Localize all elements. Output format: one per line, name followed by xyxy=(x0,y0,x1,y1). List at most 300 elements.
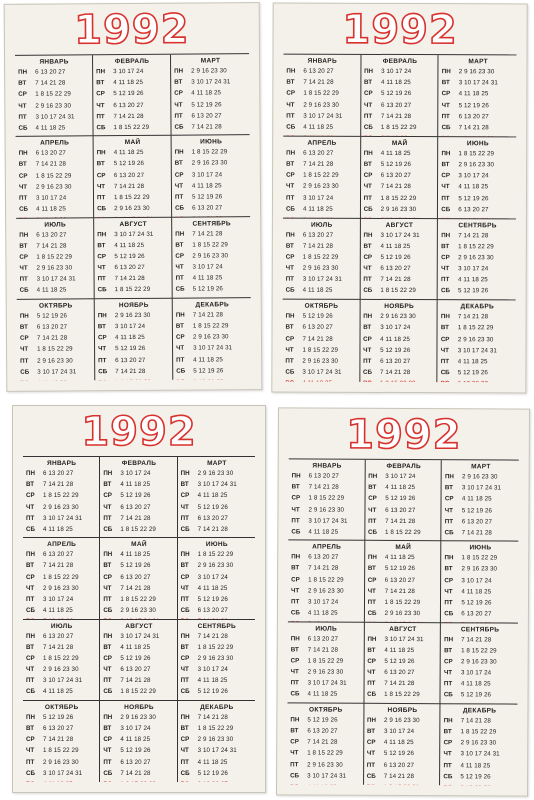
weekday-label: ПН xyxy=(363,313,373,321)
day-numbers: 1 8 15 22 29 xyxy=(35,172,72,180)
day-numbers: 6 13 20 27 xyxy=(120,573,151,581)
weekday-label: ПТ xyxy=(103,677,112,685)
weekday-label: ПТ xyxy=(20,357,29,365)
month-name: АВГУСТ xyxy=(385,221,414,229)
weekday-row xyxy=(26,688,97,699)
weekday-row xyxy=(441,254,514,265)
weekday-label: ПТ xyxy=(26,596,35,603)
weekday-row xyxy=(181,526,253,537)
weekday-row xyxy=(291,587,362,599)
year-title: 1992 xyxy=(74,6,190,54)
day-numbers: 1 8 15 22 29 xyxy=(307,749,343,757)
weekday-row xyxy=(291,565,362,577)
weekday-row xyxy=(363,243,435,254)
weekday-label: ПТ xyxy=(444,599,453,607)
weekday-row xyxy=(176,345,249,357)
day-numbers: 1 8 15 22 29 xyxy=(43,492,79,500)
weekday-label: СБ xyxy=(103,525,113,533)
day-numbers: 7 14 21 28 xyxy=(115,367,146,375)
calendar-card-2 xyxy=(271,3,527,394)
day-numbers: 1 8 15 22 29 xyxy=(114,286,151,294)
weekday-row xyxy=(444,669,516,681)
day-numbers: 5 12 19 26 xyxy=(302,312,333,321)
day-numbers: 6 13 20 27 xyxy=(384,576,416,584)
weekday-row xyxy=(290,783,361,785)
day-numbers: 2 9 16 23 30 xyxy=(197,470,234,477)
weekday-row xyxy=(98,334,170,346)
weekday-row xyxy=(97,264,169,276)
day-numbers: 2 9 16 23 30 xyxy=(384,610,421,618)
month-name: ОКТЯБРЬ xyxy=(44,703,79,711)
weekday-label: ЧТ xyxy=(286,182,295,190)
month-block xyxy=(100,457,177,538)
weekday-row xyxy=(97,230,169,242)
day-numbers: 5 12 19 26 xyxy=(307,716,338,724)
day-numbers xyxy=(380,380,416,382)
weekday-row xyxy=(181,596,253,607)
month-block xyxy=(361,55,439,137)
calendar-card-4 xyxy=(276,407,530,796)
day-numbers: 3 10 17 24 31 xyxy=(457,347,497,355)
day-numbers: 1 8 15 22 29 xyxy=(461,646,497,655)
weekday-row xyxy=(19,242,91,254)
month-block xyxy=(15,55,94,137)
weekday-label: ЧТ xyxy=(368,506,377,514)
weekday-label: ВТ xyxy=(103,643,112,651)
day-numbers: 2 9 16 23 30 xyxy=(307,668,344,676)
weekday-label: ВТ xyxy=(291,483,300,491)
weekday-label: ПТ xyxy=(363,112,373,120)
day-numbers: 2 9 16 23 30 xyxy=(380,205,417,213)
weekday-row xyxy=(363,369,435,380)
weekday-label: ПТ xyxy=(19,275,28,284)
day-numbers: 5 12 19 26 xyxy=(193,367,224,375)
day-numbers: 7 14 21 28 xyxy=(120,677,151,685)
weekday-row xyxy=(290,761,361,773)
weekday-row xyxy=(176,311,249,323)
weekday-row xyxy=(364,79,436,90)
day-numbers: 4 11 18 25 xyxy=(384,554,415,562)
weekday-label: ВТ xyxy=(26,643,35,651)
day-numbers: 5 12 19 26 xyxy=(113,160,145,168)
day-numbers: 3 10 17 24 31 xyxy=(191,78,231,86)
day-numbers: 3 10 17 24 31 xyxy=(43,677,83,685)
month-name: МАЙ xyxy=(124,139,141,147)
day-numbers: 6 13 20 27 xyxy=(120,758,151,766)
weekday-label: ПН xyxy=(286,149,296,157)
day-numbers: 5 12 19 26 xyxy=(461,506,493,515)
weekday-label: ВТ xyxy=(286,78,295,86)
weekday-label: ВТ xyxy=(180,724,189,732)
weekday-row xyxy=(291,506,362,518)
day-numbers: 6 13 20 27 xyxy=(197,514,228,522)
weekday-row xyxy=(444,566,516,578)
weekday-row xyxy=(442,79,515,90)
weekday-label: ПН xyxy=(363,149,373,157)
day-numbers: 1 8 15 22 29 xyxy=(37,345,73,353)
day-numbers: 6 13 20 27 xyxy=(385,506,416,514)
weekday-row xyxy=(364,113,436,124)
weekday-label: ПН xyxy=(290,716,300,724)
day-numbers: 6 13 20 27 xyxy=(43,724,74,732)
weekday-label: ПН xyxy=(441,149,451,157)
weekday-row xyxy=(175,263,248,275)
weekday-row xyxy=(19,172,91,184)
weekday-row xyxy=(175,241,248,253)
day-numbers: 6 13 20 27 xyxy=(120,666,151,674)
day-numbers: 4 11 18 25 xyxy=(120,643,151,651)
weekday-label: СР xyxy=(290,738,299,746)
weekday-row xyxy=(103,714,174,725)
day-numbers: 5 12 19 26 xyxy=(192,285,223,294)
weekday-label: СР xyxy=(18,172,28,180)
weekday-label: ЧТ xyxy=(286,101,295,109)
weekday-label: ВТ xyxy=(180,481,189,489)
weekday-row xyxy=(286,90,358,101)
weekday-label: ВТ xyxy=(444,565,453,573)
day-numbers: 7 14 21 28 xyxy=(35,79,66,87)
day-numbers: 1 8 15 22 29 xyxy=(384,598,421,607)
day-numbers: 2 9 16 23 30 xyxy=(303,101,339,109)
day-numbers: 5 12 19 26 xyxy=(383,750,415,758)
weekday-label: ПН xyxy=(291,472,301,480)
weekday-row xyxy=(181,688,253,699)
weekday-label: ПТ xyxy=(174,193,184,201)
day-numbers xyxy=(458,381,488,383)
weekday-row xyxy=(96,90,168,102)
weekday-row xyxy=(20,368,92,380)
weekday-label: ПТ xyxy=(368,517,377,525)
weekday-row xyxy=(96,68,168,80)
weekday-row xyxy=(103,504,174,515)
day-numbers: 6 13 20 27 xyxy=(384,668,415,677)
weekday-label: СР xyxy=(180,573,190,581)
weekday-row xyxy=(444,692,516,704)
month-name: МАЙ xyxy=(395,544,412,552)
weekday-row xyxy=(20,357,92,369)
day-numbers: 1 8 15 22 29 xyxy=(380,123,417,131)
weekday-row xyxy=(441,243,514,254)
day-numbers: 7 14 21 28 xyxy=(36,242,67,250)
weekday-row xyxy=(286,265,358,276)
weekday-row xyxy=(19,161,91,173)
day-numbers: 2 9 16 23 30 xyxy=(192,333,229,341)
weekday-row xyxy=(96,124,168,136)
weekday-row xyxy=(368,565,439,577)
day-numbers: 6 13 20 27 xyxy=(308,553,339,561)
weekday-row xyxy=(20,276,92,288)
day-numbers: 5 12 19 26 xyxy=(120,562,151,570)
weekday-label: СР xyxy=(19,334,29,342)
weekday-row xyxy=(286,194,358,205)
day-numbers: 2 9 16 23 30 xyxy=(458,254,494,262)
day-numbers: 4 11 18 25 xyxy=(307,609,338,617)
weekday-row xyxy=(363,276,435,287)
weekday-row xyxy=(26,481,97,492)
day-numbers: 3 10 17 24 31 xyxy=(307,772,347,780)
day-numbers: 7 14 21 28 xyxy=(192,229,223,238)
day-numbers: 5 12 19 26 xyxy=(113,90,144,98)
weekday-row xyxy=(181,747,253,758)
day-numbers: 1 8 15 22 29 xyxy=(36,253,73,261)
weekday-label: ЧТ xyxy=(180,747,189,755)
day-numbers: 7 14 21 28 xyxy=(380,112,412,120)
weekday-label: СБ xyxy=(26,525,35,533)
weekday-row xyxy=(98,286,170,298)
day-numbers: 4 11 18 25 xyxy=(380,149,411,157)
weekday-label: СР xyxy=(285,253,295,261)
day-numbers: 2 9 16 23 30 xyxy=(302,264,339,272)
weekday-row xyxy=(176,274,249,286)
weekday-label: ПТ xyxy=(103,514,112,522)
weekday-label: ПТ xyxy=(285,275,294,283)
month-name: МАРТ xyxy=(468,58,488,66)
month-name: АПРЕЛЬ xyxy=(307,139,337,147)
month-block xyxy=(364,704,441,786)
weekday-label: ВТ xyxy=(96,79,105,87)
weekday-row xyxy=(20,287,92,299)
month-name: ЯНВАРЬ xyxy=(47,460,77,467)
weekday-label: ВТ xyxy=(285,242,294,250)
weekday-label: ВТ xyxy=(363,242,372,250)
day-numbers: 3 10 17 24 xyxy=(35,194,67,202)
day-numbers: 5 12 19 26 xyxy=(381,90,412,98)
day-numbers: 3 10 17 24 31 xyxy=(308,517,348,525)
weekday-row xyxy=(444,680,516,692)
day-numbers: 4 11 18 25 xyxy=(461,588,492,596)
weekday-label: ПТ xyxy=(97,275,106,283)
weekday-row xyxy=(292,484,363,496)
weekday-row xyxy=(367,784,438,786)
month-block xyxy=(283,136,361,218)
month-name: ИЮЛЬ xyxy=(310,221,333,229)
weekday-label: ПТ xyxy=(180,596,189,603)
month-block xyxy=(100,538,177,619)
month-block xyxy=(94,136,173,218)
weekday-label: ВТ xyxy=(96,160,105,168)
weekday-label: ЧТ xyxy=(98,345,107,353)
day-numbers: 5 12 19 26 xyxy=(36,312,68,320)
month-name: ФЕВРАЛЬ xyxy=(386,462,421,471)
day-numbers: 3 10 17 24 xyxy=(458,172,489,180)
weekday-label: СР xyxy=(103,736,112,744)
weekday-row xyxy=(441,276,514,287)
weekday-label: ПН xyxy=(175,311,185,319)
day-numbers: 4 11 18 25 xyxy=(35,124,66,132)
weekday-label: СР xyxy=(174,171,184,179)
weekday-row xyxy=(286,68,358,79)
weekday-label: ПТ xyxy=(366,761,376,769)
weekday-label: ПН xyxy=(286,67,296,75)
weekday-row xyxy=(103,666,174,677)
day-numbers: 5 12 19 26 xyxy=(197,769,228,777)
day-numbers: 7 14 21 28 xyxy=(302,335,333,343)
day-numbers: 6 13 20 27 xyxy=(383,761,415,769)
weekday-label: СР xyxy=(363,253,373,261)
weekday-label: СБ xyxy=(286,123,296,131)
weekday-label: ВТ xyxy=(444,646,453,654)
day-numbers: 6 13 20 27 xyxy=(35,68,66,76)
day-numbers: 3 10 17 24 31 xyxy=(302,275,342,284)
day-numbers xyxy=(193,378,223,379)
weekday-row xyxy=(96,113,168,125)
weekday-row xyxy=(368,518,439,530)
month-block xyxy=(93,55,172,137)
weekday-label xyxy=(443,784,460,786)
weekday-row xyxy=(363,324,435,335)
day-numbers: 4 11 18 25 xyxy=(461,495,492,503)
month-block xyxy=(438,300,516,382)
weekday-row xyxy=(19,205,91,217)
weekday-label: ВТ xyxy=(364,79,373,87)
weekday-row xyxy=(368,529,439,541)
weekday-label: ПТ xyxy=(285,357,294,365)
weekday-label: ПТ xyxy=(18,194,28,202)
day-numbers: 2 9 16 23 30 xyxy=(37,356,73,365)
weekday-row xyxy=(445,484,517,496)
month-block xyxy=(364,622,441,704)
weekday-row xyxy=(364,68,436,79)
month-name: ИЮНЬ xyxy=(205,541,228,549)
month-name: МАРТ xyxy=(200,57,221,65)
day-numbers xyxy=(37,379,67,380)
weekday-label: ЧТ xyxy=(180,666,189,674)
weekday-row xyxy=(181,725,253,736)
weekday-label: СР xyxy=(366,738,376,746)
weekday-label: СР xyxy=(444,576,454,584)
month-name: ДЕКАБРЬ xyxy=(200,703,234,711)
day-numbers: 5 12 19 26 xyxy=(457,287,489,295)
weekday-label: ПН xyxy=(367,716,376,724)
weekday-row xyxy=(97,183,169,195)
weekday-label: ВТ xyxy=(103,724,112,732)
weekday-label xyxy=(20,380,37,381)
day-numbers: 3 10 17 24 xyxy=(461,576,492,585)
weekday-label: ПН xyxy=(441,231,451,239)
weekday-row xyxy=(181,562,253,573)
month-name: ОКТЯБРЬ xyxy=(308,706,343,714)
weekday-label: ПН xyxy=(97,230,107,238)
day-numbers: 7 14 21 28 xyxy=(307,738,338,746)
weekday-label: ЧТ xyxy=(363,264,372,272)
day-numbers: 3 10 17 24 xyxy=(113,67,144,76)
day-numbers: 3 10 17 24 31 xyxy=(461,484,502,492)
weekday-label: ЧТ xyxy=(26,584,35,592)
month-block xyxy=(365,541,442,623)
weekday-label: ПТ xyxy=(290,679,299,687)
day-numbers: 3 10 17 24 xyxy=(197,573,228,581)
day-numbers: 5 12 19 26 xyxy=(460,772,491,781)
day-numbers: 2 9 16 23 30 xyxy=(191,67,227,75)
weekday-row xyxy=(103,585,174,596)
weekday-row xyxy=(20,346,92,358)
weekday-row xyxy=(96,79,168,91)
weekday-label: СБ xyxy=(180,607,190,615)
weekday-row xyxy=(181,655,253,666)
weekday-label: ЧТ xyxy=(285,346,294,354)
weekday-row xyxy=(364,101,436,112)
month-name: НОЯБРЬ xyxy=(118,301,149,309)
day-numbers: 6 13 20 27 xyxy=(458,205,489,213)
weekday-label: ВТ xyxy=(444,484,453,492)
weekday-row xyxy=(444,636,516,648)
weekday-label: ЧТ xyxy=(97,264,106,272)
weekday-label: СБ xyxy=(444,610,454,618)
weekday-row xyxy=(103,607,174,618)
month-name: СЕНТЯБРЬ xyxy=(197,622,236,630)
month-name: ИЮНЬ xyxy=(469,544,492,552)
month-name: АВГУСТ xyxy=(125,622,153,630)
weekday-label: СБ xyxy=(290,772,300,780)
weekday-label: ВТ xyxy=(286,160,295,168)
weekday-row xyxy=(103,551,174,562)
day-numbers: 2 9 16 23 30 xyxy=(457,335,494,343)
weekday-label: ПН xyxy=(363,231,373,239)
weekday-row xyxy=(442,113,515,124)
day-numbers xyxy=(307,783,337,784)
weekday-label: ВТ xyxy=(26,562,35,570)
day-numbers: 6 13 20 27 xyxy=(461,518,493,526)
day-numbers: 4 11 18 25 xyxy=(458,90,489,98)
weekday-label: ВТ xyxy=(290,646,299,654)
day-numbers: 4 11 18 25 xyxy=(197,584,228,592)
weekday-row xyxy=(181,736,253,747)
day-numbers: 2 9 16 23 30 xyxy=(36,264,73,272)
day-numbers: 3 10 17 24 31 xyxy=(114,230,154,238)
weekday-row xyxy=(445,473,517,485)
day-numbers: 3 10 17 24 xyxy=(458,265,489,273)
day-numbers: 5 12 19 26 xyxy=(114,252,145,261)
day-numbers: 7 14 21 28 xyxy=(385,517,416,525)
weekday-row xyxy=(442,102,515,113)
day-numbers: 6 13 20 27 xyxy=(43,632,74,640)
day-numbers: 1 8 15 22 29 xyxy=(380,194,417,202)
weekday-row xyxy=(364,172,436,183)
weekday-row xyxy=(103,596,174,607)
weekday-label: СР xyxy=(441,254,450,262)
weekday-label: ПТ xyxy=(18,113,27,121)
weekday-label: ПН xyxy=(19,312,29,320)
weekday-label: ПН xyxy=(26,713,35,721)
weekday-label: ВТ xyxy=(285,324,294,332)
weekday-label: ПН xyxy=(444,635,454,643)
weekday-row xyxy=(103,492,174,503)
weekday-row xyxy=(98,356,170,368)
day-numbers: 2 9 16 23 30 xyxy=(191,159,228,168)
weekday-label: СР xyxy=(368,495,377,503)
day-numbers: 2 9 16 23 30 xyxy=(458,68,495,76)
weekday-row xyxy=(174,112,247,124)
weekday-row xyxy=(18,102,90,114)
weekday-label: СБ xyxy=(441,205,451,213)
weekday-label: СР xyxy=(180,654,190,662)
day-numbers: 1 8 15 22 29 xyxy=(120,688,156,696)
weekday-row xyxy=(174,101,247,113)
weekday-label: ВТ xyxy=(367,565,376,573)
weekday-row xyxy=(181,633,253,644)
day-numbers: 4 11 18 25 xyxy=(383,739,414,747)
weekday-label: СР xyxy=(180,492,190,500)
month-name: НОЯБРЬ xyxy=(124,703,154,711)
weekday-row xyxy=(181,607,253,618)
month-name: ФЕВРАЛЬ xyxy=(114,57,150,66)
day-numbers: 4 11 18 25 xyxy=(43,525,73,533)
weekday-label xyxy=(176,378,193,379)
weekday-label: СБ xyxy=(98,367,108,375)
weekday-label xyxy=(98,379,115,380)
weekday-row xyxy=(18,113,90,125)
day-numbers: 7 14 21 28 xyxy=(380,369,411,377)
